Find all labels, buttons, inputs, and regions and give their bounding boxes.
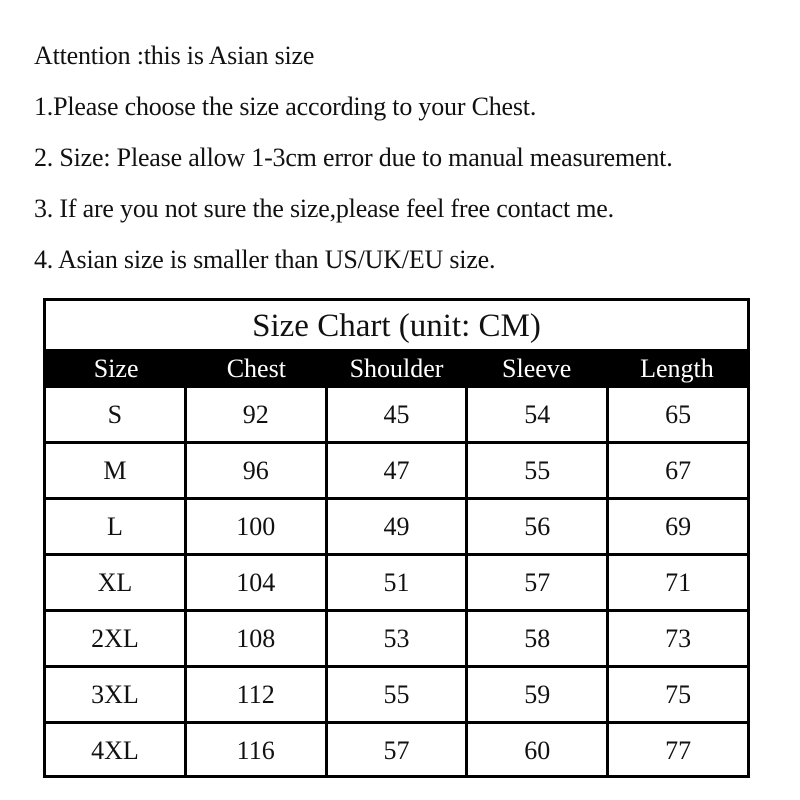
cell-length: 67 — [665, 456, 692, 485]
table-row — [46, 500, 747, 556]
table-header-row — [46, 350, 747, 388]
table-row — [46, 612, 747, 668]
cell-chest: 108 — [187, 612, 328, 665]
cell-sleeve: 60 — [468, 724, 609, 777]
table-row — [46, 556, 747, 612]
cell-size: M — [46, 444, 187, 497]
cell-shoulder: 51 — [328, 556, 469, 609]
header-sleeve: Sleeve — [502, 354, 572, 383]
header-length: Length — [640, 354, 714, 383]
note-chest: 1.Please choose the size according to your Chest. — [34, 92, 537, 121]
table-row — [46, 444, 747, 500]
cell-sleeve: 56 — [468, 500, 609, 553]
cell-sleeve: 54 — [468, 388, 609, 441]
cell-chest: 112 — [187, 668, 328, 721]
cell-sleeve: 57 — [468, 556, 609, 609]
header-size: Size — [93, 354, 139, 383]
cell-size: 3XL — [46, 668, 187, 721]
cell-chest: 104 — [187, 556, 328, 609]
cell-size: S — [46, 388, 187, 441]
note-contact: 3. If are you not sure the size,please feel free contact me. — [34, 194, 614, 223]
size-chart-table — [43, 298, 750, 778]
cell-length: 77 — [665, 736, 692, 765]
cell-length: 65 — [665, 400, 692, 429]
cell-shoulder: 49 — [328, 500, 469, 553]
header-chest: Chest — [226, 354, 286, 383]
cell-sleeve: 55 — [468, 444, 609, 497]
cell-chest: 100 — [187, 500, 328, 553]
cell-length: 71 — [665, 568, 692, 597]
cell-size: 4XL — [46, 724, 187, 777]
table-row — [46, 388, 747, 444]
cell-shoulder: 53 — [328, 612, 469, 665]
size-notes — [34, 30, 794, 285]
cell-size: L — [46, 500, 187, 553]
size-chart-title: Size Chart (unit: CM) — [46, 301, 747, 350]
table-row — [46, 668, 747, 724]
attention-note: Attention :this is Asian size — [34, 41, 315, 70]
cell-shoulder: 47 — [328, 444, 469, 497]
cell-sleeve: 59 — [468, 668, 609, 721]
cell-size: XL — [46, 556, 187, 609]
table-body — [46, 388, 747, 777]
cell-chest: 92 — [187, 388, 328, 441]
cell-chest: 96 — [187, 444, 328, 497]
cell-size: 2XL — [46, 612, 187, 665]
cell-shoulder: 57 — [328, 724, 469, 777]
cell-shoulder: 45 — [328, 388, 469, 441]
table-row — [46, 724, 747, 777]
header-shoulder: Shoulder — [349, 354, 444, 383]
note-measurement-error: 2. Size: Please allow 1-3cm error due to manual measurement. — [34, 143, 673, 172]
cell-chest: 116 — [187, 724, 328, 777]
note-asian-size: 4. Asian size is smaller than US/UK/EU size. — [34, 245, 496, 274]
cell-length: 69 — [665, 512, 692, 541]
cell-length: 73 — [665, 624, 692, 653]
cell-shoulder: 55 — [328, 668, 469, 721]
cell-sleeve: 58 — [468, 612, 609, 665]
cell-length: 75 — [665, 680, 692, 709]
